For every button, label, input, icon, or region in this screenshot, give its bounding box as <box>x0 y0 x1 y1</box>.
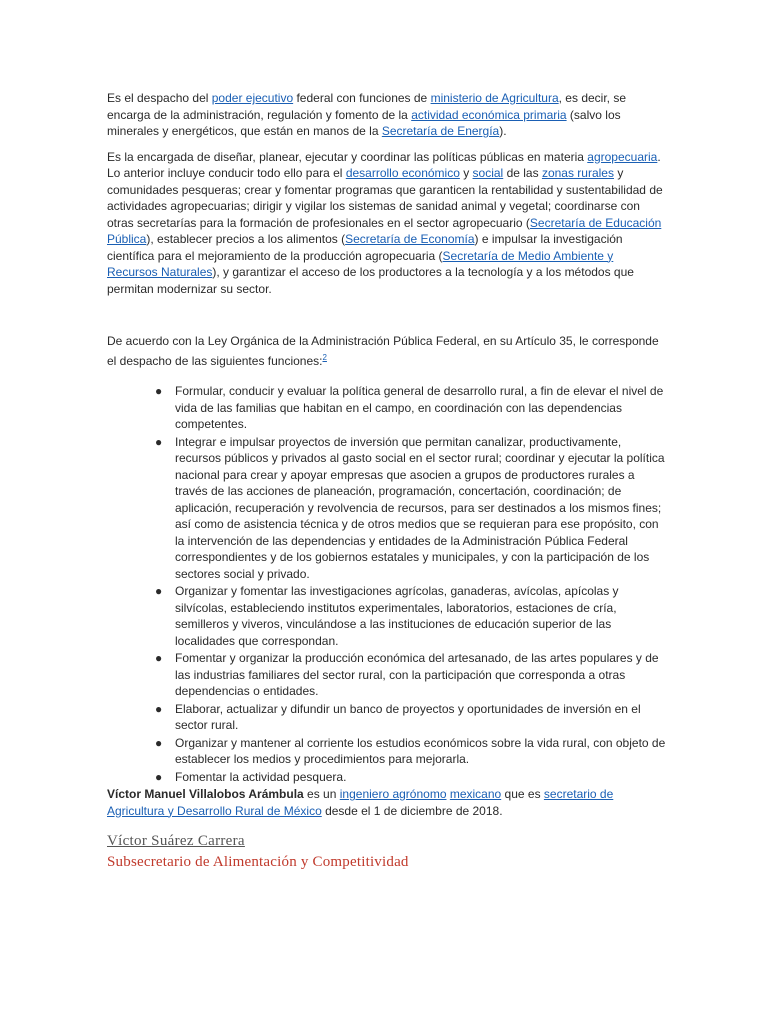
text-span: ) e impulsar la investigación científica para el mejoramiento de la producción agropecuaria ( <box>107 232 623 263</box>
list-item <box>155 701 667 734</box>
bullet-icon: ● <box>155 701 163 716</box>
text-span: y comunidades pesqueras; crear y fomentar programas que garanticen la rentabilidad y sustentabilidad de actividades agropecuarias; dirigir y vigilar los sistemas de sanidad animal y vegetal; coordinarse con otras secretarías para la formación de profesionales en el sector agropecuario ( <box>107 166 663 230</box>
link-secretaria-energia[interactable]: Secretaría de Energía <box>381 124 500 138</box>
bullet-icon: ● <box>155 584 163 598</box>
responsibilities-paragraph <box>107 149 667 298</box>
text-span: . Lo anterior incluye conducir todo ello para el <box>107 149 661 180</box>
bullet-icon: ● <box>155 735 163 750</box>
document-body <box>107 90 667 872</box>
text-span: ), establecer precios a los alimentos ( <box>146 232 346 246</box>
list-item <box>155 434 667 583</box>
list-item-text: Formular, conducir y evaluar la política general de desarrollo rural, a fin de elevar el nivel de vida de las familias que habitan en el campo, en coordinación con las dependencias competentes. <box>175 384 664 431</box>
link-actividad-economica-primaria[interactable]: actividad económica primaria <box>411 107 567 122</box>
text-span: de las <box>503 166 542 180</box>
text-span: De acuerdo con la Ley Orgánica de la Administración Pública Federal, en su Artículo 35, le corresponde el despacho de las siguientes funciones: <box>107 334 659 368</box>
list-item-text: Fomentar y organizar la producción económica del artesanado, de las artes populares y de las industrias familiares del sector rural, con la participación que corresponda a otras dependencias o entidades. <box>175 651 659 698</box>
text-span: y <box>459 166 473 180</box>
link-secretaria-economia[interactable]: Secretaría de Economía <box>345 232 475 246</box>
link-secretaria-medio-ambiente[interactable]: Secretaría de Medio Ambiente y Recursos Naturales <box>107 248 614 279</box>
list-item-text: Organizar y mantener al corriente los estudios económicos sobre la vida rural, con objeto de establecer los medios y procedimientos para mejorarla. <box>175 735 666 766</box>
text-span: es un <box>303 787 340 801</box>
functions-intro-paragraph <box>107 333 667 369</box>
link-desarrollo-economico[interactable]: desarrollo económico <box>345 166 460 180</box>
link-mexicano[interactable]: mexicano <box>449 787 502 801</box>
link-ministerio-agricultura[interactable]: ministerio de Agricultura <box>430 91 559 105</box>
functions-list <box>107 383 667 785</box>
link-secretaria-educacion-publica[interactable]: Secretaría de Educación Pública <box>107 215 662 246</box>
text-span: , es decir, se encarga de la administración, regulación y fomento de la <box>107 91 627 122</box>
intro-paragraph <box>107 90 667 140</box>
bullet-icon: ● <box>155 651 163 665</box>
list-item <box>155 769 667 786</box>
text-span: ). <box>499 124 507 138</box>
bullet-icon: ● <box>155 434 163 449</box>
list-item-text: Integrar e impulsar proyectos de inversión que permitan canalizar, productivamente, recursos públicos y privados al gasto social en el sector rural; coordinar y ejecutar la política nacional para crear y apoyar empresas que asocien a grupos de productores rurales a través de las acciones de planeación, programación, concertación, coordinación; de aplicación, recuperación y revolvencia de recursos, para ser destinados a los mismos fines; así como de asistencia técnica y de otros medios que se requieran para ese propósito, con la intervención de las dependencias y entidades de la Administración Pública Federal correspondientes y de los gobiernos estatales y municipales, y con la participación de los sectores social y privado. <box>175 434 665 581</box>
list-item <box>155 650 667 700</box>
footnote-link[interactable]: 2 <box>322 352 327 362</box>
link-ingeniero-agronomo[interactable]: ingeniero agrónomo <box>339 787 447 801</box>
undersecretary-title: Subsecretario de Alimentación y Competitividad <box>107 854 409 870</box>
text-span: Es el despacho del <box>107 91 212 105</box>
list-item <box>155 583 667 649</box>
footnote-ref <box>322 352 326 363</box>
bullet-icon: ● <box>155 769 163 784</box>
text-span: Es la encargada de diseñar, planear, ejecutar y coordinar las políticas públicas en materia <box>107 149 588 164</box>
bullet-icon: ● <box>155 384 163 398</box>
undersecretary-name: Víctor Suárez Carrera <box>107 833 245 849</box>
secretary-name: Víctor Manuel Villalobos Arámbula <box>107 787 304 801</box>
link-social[interactable]: social <box>472 166 504 180</box>
text-span: federal con funciones de <box>293 91 431 105</box>
list-item <box>155 735 667 768</box>
secretary-paragraph <box>107 786 667 819</box>
text-span: que es <box>501 787 544 801</box>
list-item-text: Fomentar la actividad pesquera. <box>175 769 347 784</box>
link-zonas-rurales[interactable]: zonas rurales <box>541 166 614 180</box>
text-span: desde el 1 de diciembre de 2018. <box>321 803 503 818</box>
link-secretario-agricultura[interactable]: secretario de Agricultura y Desarrollo Rural de México <box>107 787 614 818</box>
link-poder-ejecutivo[interactable]: poder ejecutivo <box>211 91 294 105</box>
text-span: (salvo los minerales y energéticos, que están en manos de la <box>107 107 621 138</box>
list-item-text: Organizar y fomentar las investigaciones agrícolas, ganaderas, avícolas, apícolas y silvícolas, estableciendo institutos experimentales, laboratorios, estaciones de cría, semilleros y viveros, vinculándose a las instituciones de educación superior de las localidades que correspondan. <box>175 584 619 648</box>
list-item <box>155 383 667 433</box>
link-agropecuaria[interactable]: agropecuaria <box>587 149 658 164</box>
text-span: ), y garantizar el acceso de los productores a la tecnología y a los métodos que permitan modernizar su sector. <box>107 265 634 296</box>
list-item-text: Elaborar, actualizar y difundir un banco de proyectos y oportunidades de inversión en el sector rural. <box>175 701 641 732</box>
